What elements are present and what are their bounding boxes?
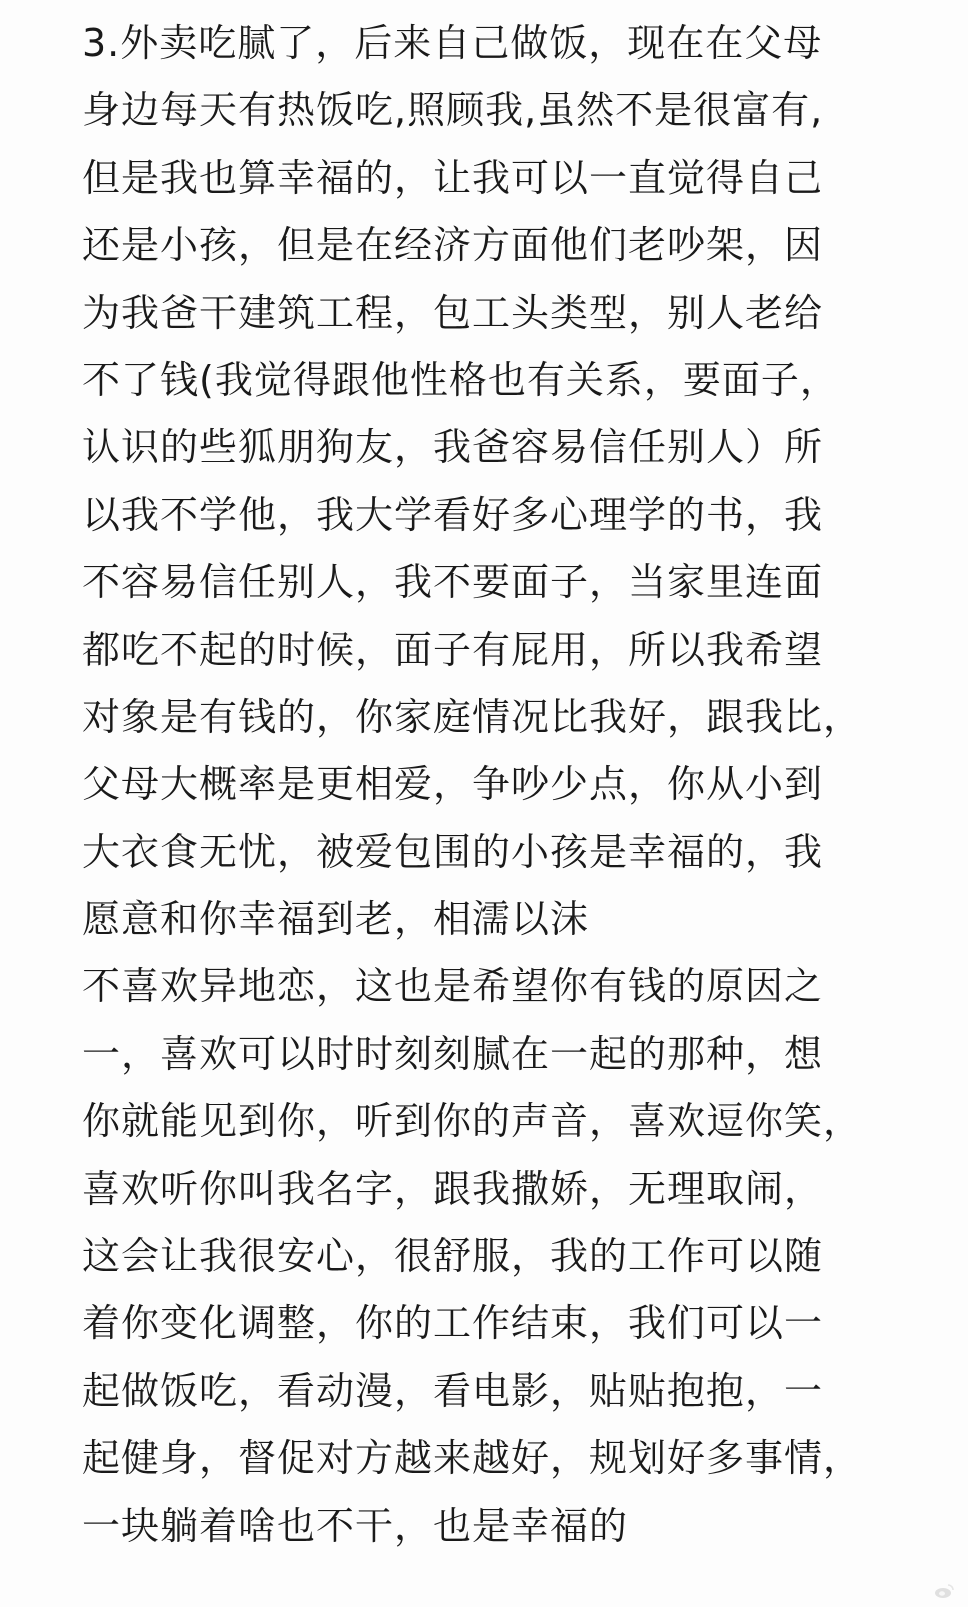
text-line-18: 喜欢听你叫我名字，跟我撒娇，无理取闹，: [82, 1166, 824, 1211]
text-line-15: 不喜欢异地恋，这也是希望你有钱的原因之: [82, 964, 824, 1009]
text-line-3: 但是我也算幸福的，让我可以一直觉得自己: [82, 155, 824, 200]
weibo-logo-icon: [934, 1583, 954, 1599]
text-line-13: 大衣食无忧，被爱包围的小孩是幸福的，我: [82, 829, 824, 874]
text-line-23: 一块躺着啥也不干，也是幸福的: [82, 1503, 629, 1548]
text-line-10: 都吃不起的时候，面子有屁用，所以我希望: [82, 627, 824, 672]
text-line-9: 不容易信任别人，我不要面子，当家里连面: [82, 560, 824, 605]
text-line-6: 不了钱(我觉得跟他性格也有关系，要面子，: [82, 357, 839, 402]
text-line-4: 还是小孩，但是在经济方面他们老吵架，因: [82, 223, 824, 268]
text-line-17: 你就能见到你，听到你的声音，喜欢逗你笑，: [82, 1099, 863, 1144]
text-line-16: 一，喜欢可以时时刻刻腻在一起的那种，想: [82, 1031, 824, 1076]
text-line-8: 以我不学他，我大学看好多心理学的书，我: [82, 492, 824, 537]
text-line-19: 这会让我很安心，很舒服，我的工作可以随: [82, 1234, 824, 1279]
text-line-20: 着你变化调整，你的工作结束，我们可以一: [82, 1301, 824, 1346]
text-line-7: 认识的些狐朋狗友，我爸容易信任别人）所: [82, 425, 824, 470]
text-line-12: 父母大概率是更相爱，争吵少点，你从小到: [82, 762, 824, 807]
text-line-11: 对象是有钱的，你家庭情况比我好，跟我比，: [82, 694, 863, 739]
text-line-2: 身边每天有热饭吃,照顾我,虽然不是很富有,: [82, 88, 824, 133]
text-line-14: 愿意和你幸福到老，相濡以沫: [82, 897, 590, 942]
text-line-22: 起健身，督促对方越来越好，规划好多事情，: [82, 1436, 863, 1481]
post-text-body: [82, 10, 962, 1560]
watermark: [934, 1583, 954, 1599]
text-line-21: 起做饭吃，看动漫，看电影，贴贴抱抱，一: [82, 1368, 824, 1413]
text-line-1: 3.外卖吃腻了，后来自己做饭，现在在父母: [82, 21, 823, 65]
text-line-5: 为我爸干建筑工程，包工头类型，别人老给: [82, 290, 824, 335]
